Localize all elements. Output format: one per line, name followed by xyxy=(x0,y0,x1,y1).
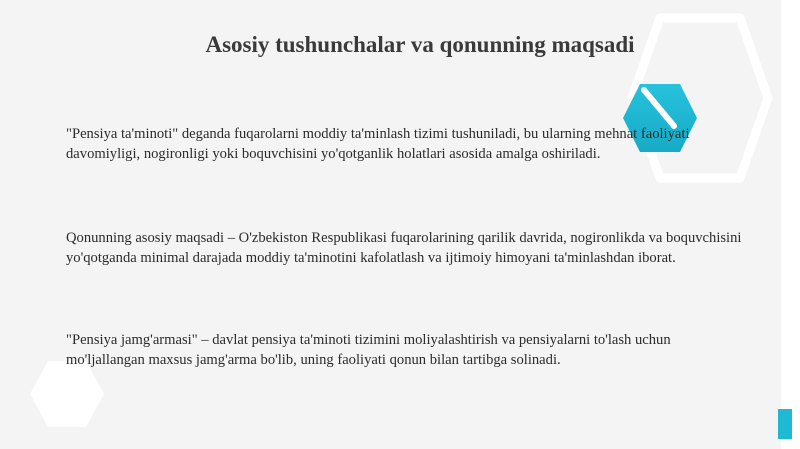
paragraph-pension-definition: "Pensiya ta'minoti" deganda fuqarolarni moddiy ta'minlash tizimi tushuniladi, bu ularning mehnat faoliyati davomiyligi, nogironligi yoki boquvchisini yo'qotganlik holatlari asosida amalga oshiriladi. xyxy=(66,126,690,162)
right-edge-strip xyxy=(781,0,800,449)
slide-title: Asosiy tushunchalar va qonunning maqsadi xyxy=(205,32,635,57)
accent-bar xyxy=(778,409,792,439)
paragraph-pension-fund: "Pensiya jamg'armasi" – davlat pensiya ta'minoti tizimini moliyalashtirish va pensiyalarni to'lash uchun mo'ljallangan maxsus jamg'arma bo'lib, uning faoliyati qonun bilan tartibga solinadi. xyxy=(66,332,671,368)
paragraph-law-purpose: Qonunning asosiy maqsadi – O'zbekiston Respublikasi fuqarolarining qarilik davrida, nogironlikda va boquvchisini yo'qotganda minimal darajada moddiy ta'minotini kafolatlash va ijtimoiy himoyani ta'minlashdan iborat. xyxy=(66,230,742,266)
